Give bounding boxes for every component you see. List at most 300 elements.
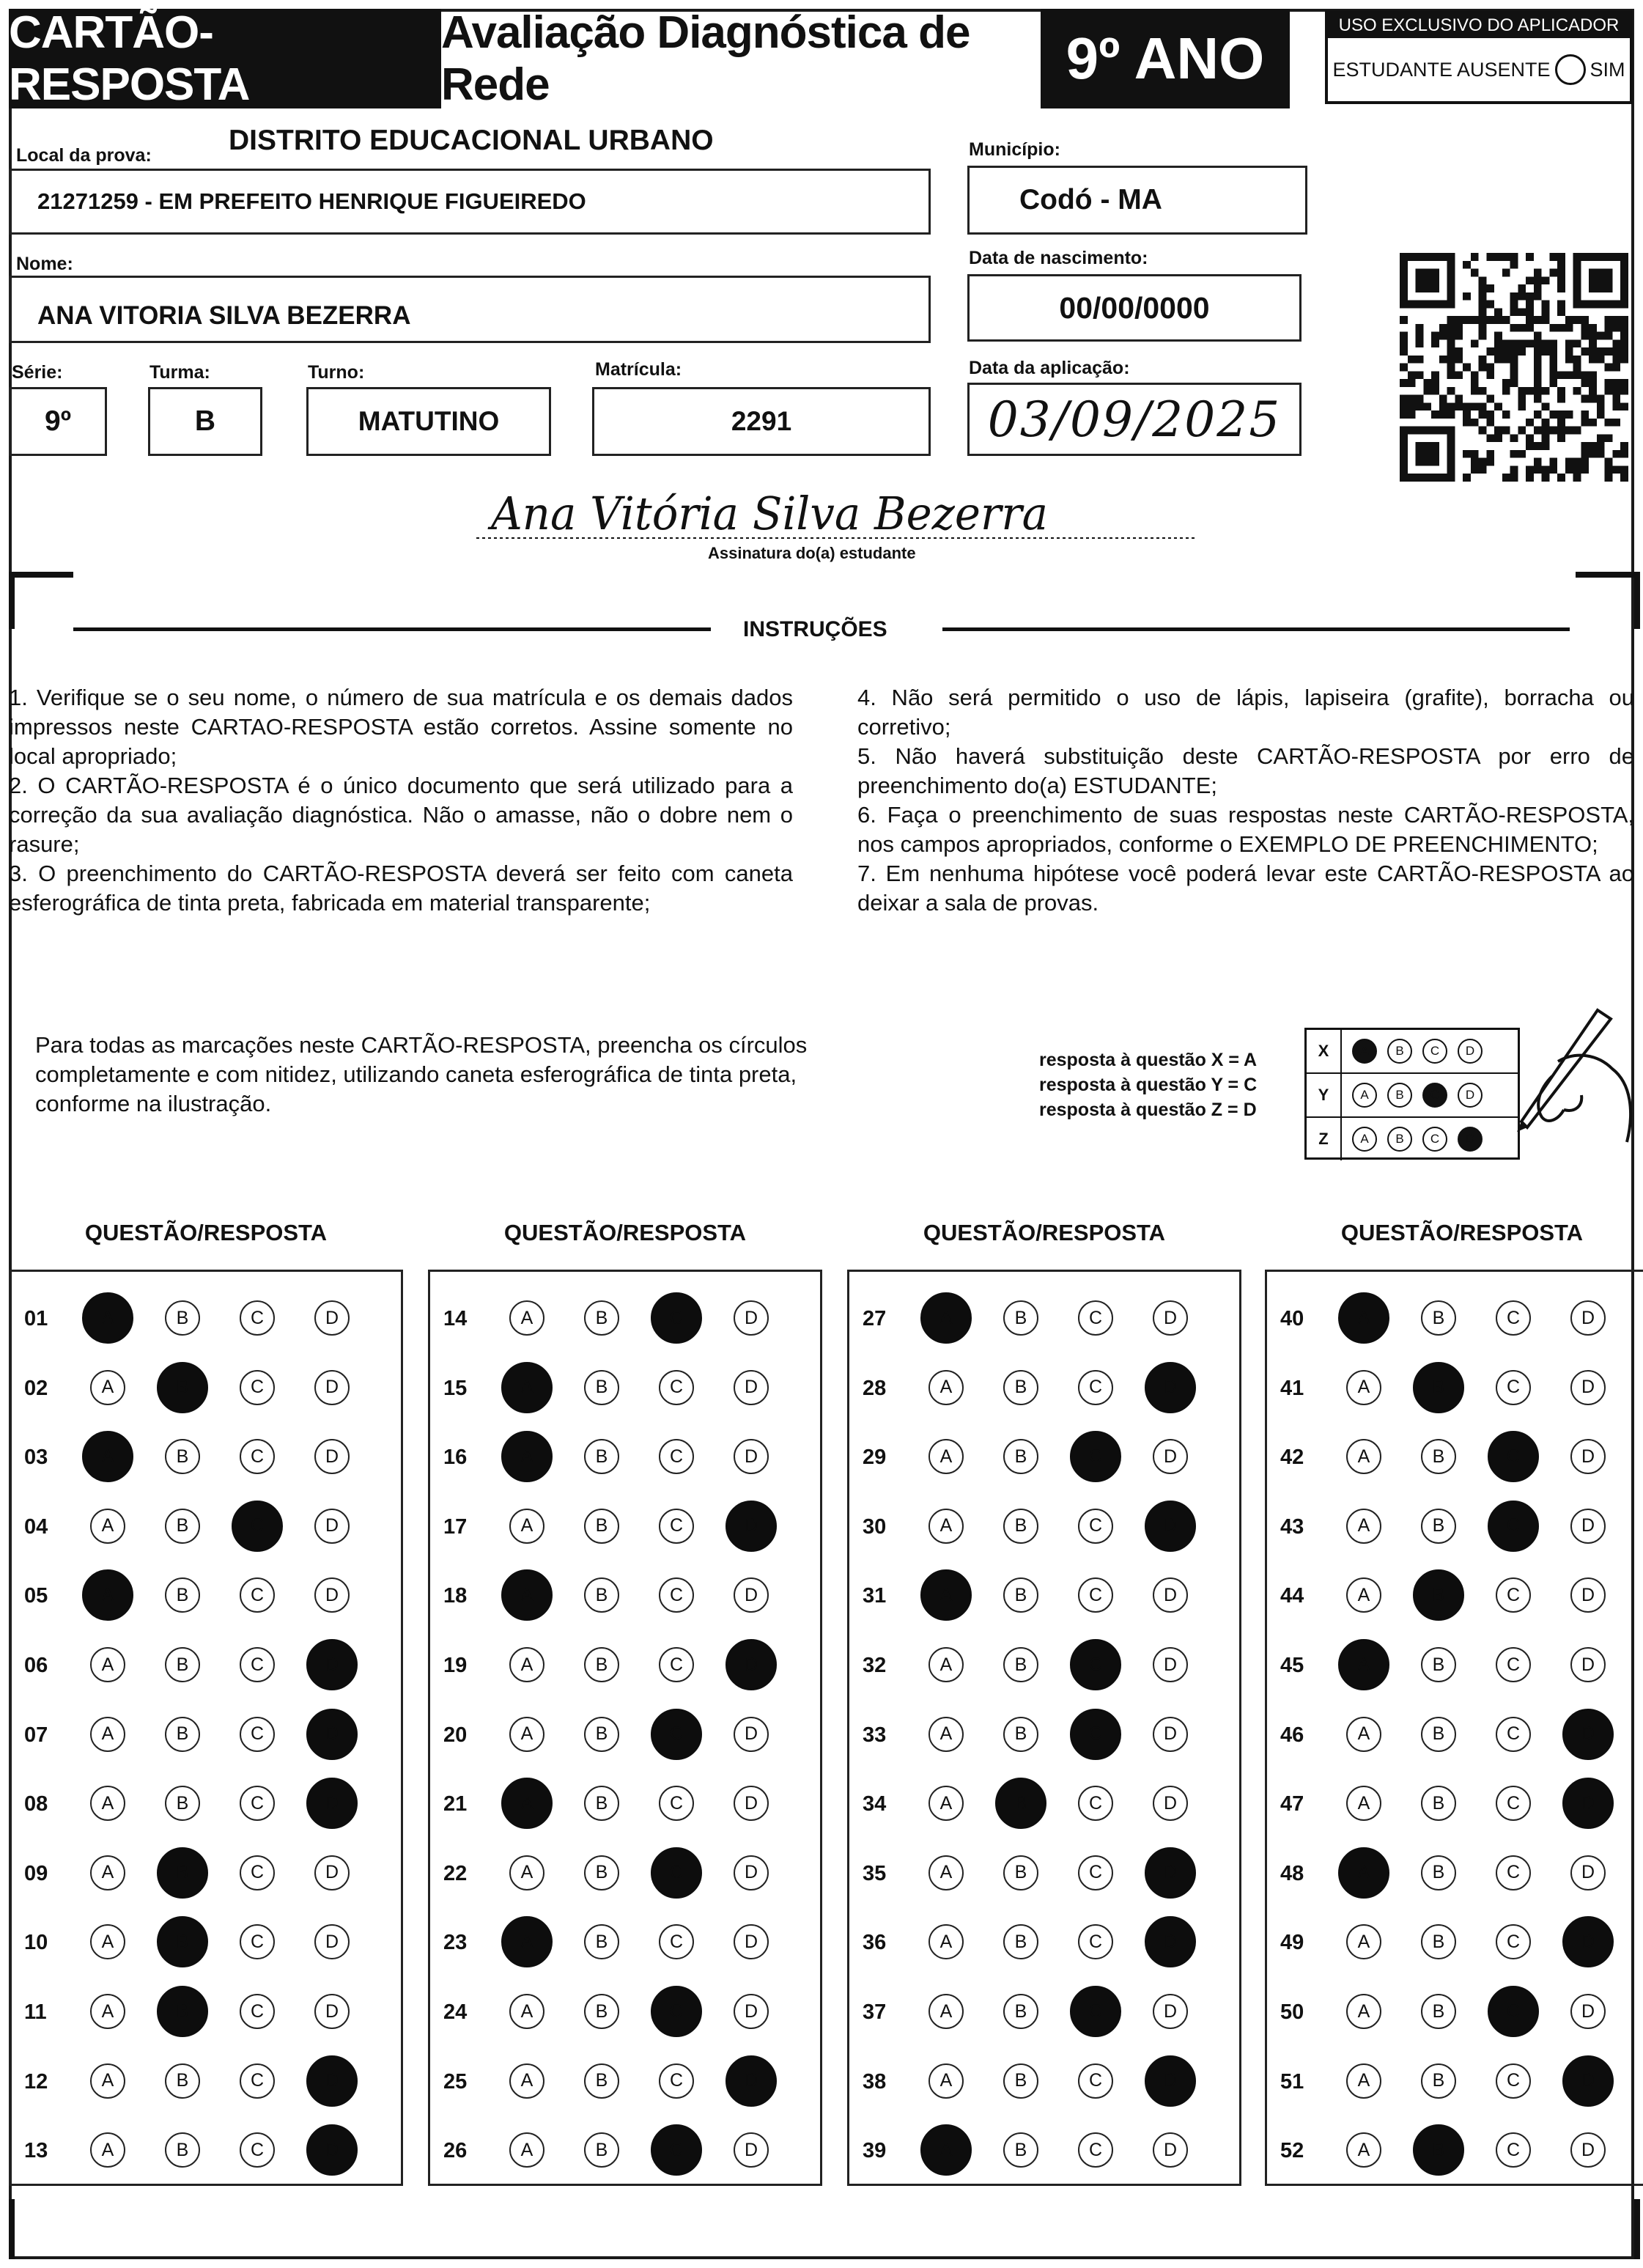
- answer-bubble-b[interactable]: B: [584, 1717, 619, 1752]
- answer-bubble-d[interactable]: D: [306, 1778, 358, 1829]
- answer-bubble-a[interactable]: A: [90, 1647, 125, 1682]
- district-name: DISTRITO EDUCACIONAL URBANO: [229, 125, 714, 156]
- corner-mark: [9, 572, 73, 629]
- example-bubble-a: A: [1352, 1127, 1377, 1152]
- example-label: resposta à questão Y = C: [1039, 1075, 1258, 1095]
- city-field: Codó - MA: [967, 166, 1307, 235]
- answer-bubble-d[interactable]: D: [1562, 2055, 1614, 2107]
- answer-bubble-c[interactable]: C: [232, 1501, 283, 1552]
- answer-bubble-b[interactable]: B: [1003, 1577, 1038, 1613]
- question-row: [1267, 1639, 1643, 1690]
- answer-bubble-b[interactable]: B: [1421, 1647, 1456, 1682]
- question-number: 50: [1280, 2000, 1304, 2024]
- answer-bubble-a[interactable]: A: [509, 1647, 544, 1682]
- answer-bubble-d[interactable]: D: [314, 1300, 350, 1336]
- answer-bubble-c[interactable]: C: [1078, 1924, 1113, 1959]
- question-number: 15: [443, 1376, 468, 1400]
- answer-bubble-b[interactable]: B: [584, 1439, 619, 1474]
- answer-bubble-b[interactable]: B: [1421, 1786, 1456, 1821]
- answer-bubble-b[interactable]: B: [1421, 1994, 1456, 2029]
- example-bubble-c: C: [1422, 1127, 1447, 1152]
- answer-bubble-b[interactable]: B: [584, 2132, 619, 2168]
- answer-bubble-d[interactable]: D: [734, 1994, 769, 2029]
- answer-bubble-c[interactable]: C: [651, 1847, 702, 1899]
- answer-bubble-b[interactable]: B: [995, 1778, 1046, 1829]
- answer-bubble-d[interactable]: D: [1153, 2132, 1188, 2168]
- fill-instruction: Para todas as marcações neste CARTÃO-RESPOSTA, preencha os círculos completamente e com nitidez, utilizando caneta esferográfica de tinta preta, conforme na ilustração.: [35, 1032, 808, 1116]
- answer-bubble-a[interactable]: A: [1346, 1509, 1381, 1544]
- answer-bubble-b[interactable]: B: [165, 1509, 200, 1544]
- example-key: Z: [1307, 1118, 1342, 1160]
- answer-bubble-c[interactable]: C: [240, 1717, 275, 1752]
- answer-bubble-a[interactable]: A: [1346, 1717, 1381, 1752]
- answer-bubble-a[interactable]: A: [1338, 1847, 1389, 1899]
- answer-bubble-c[interactable]: C: [651, 2124, 702, 2176]
- turma-label: Turma:: [149, 362, 210, 383]
- answer-bubble-d[interactable]: D: [1570, 1577, 1606, 1613]
- question-number: 04: [24, 1514, 48, 1539]
- answer-bubble-a[interactable]: A: [928, 1994, 964, 2029]
- question-row: [849, 1986, 1239, 2037]
- question-row: [430, 1569, 820, 1621]
- example-bubble-d: D: [1458, 1083, 1483, 1108]
- answer-bubble-a[interactable]: A: [509, 1509, 544, 1544]
- question-number: 09: [24, 1861, 48, 1885]
- answer-bubble-c[interactable]: C: [1496, 1786, 1531, 1821]
- question-number: 23: [443, 1931, 468, 1955]
- instruction-item: 7. Em nenhuma hipótese você poderá levar este CARTÃO-RESPOSTA ao deixar a sala de provas.: [857, 861, 1634, 916]
- answer-bubble-c[interactable]: C: [1070, 1709, 1121, 1760]
- answer-bubble-c[interactable]: C: [240, 1855, 275, 1890]
- answer-bubble-d[interactable]: D: [306, 2124, 358, 2176]
- example-bubble-c: C: [1422, 1083, 1447, 1108]
- question-number: 37: [863, 2000, 887, 2024]
- answer-bubble-b[interactable]: B: [165, 1786, 200, 1821]
- answer-bubble-a[interactable]: A: [928, 2063, 964, 2099]
- answer-bubble-d[interactable]: D: [314, 1994, 350, 2029]
- answer-bubble-c[interactable]: C: [651, 1709, 702, 1760]
- answer-bubble-c[interactable]: C: [240, 1786, 275, 1821]
- answer-column: [847, 1270, 1241, 2186]
- answer-bubble-d[interactable]: D: [314, 1370, 350, 1405]
- answer-bubble-d[interactable]: D: [734, 1786, 769, 1821]
- answer-bubble-c[interactable]: C: [651, 1986, 702, 2037]
- answer-bubble-b[interactable]: B: [584, 1855, 619, 1890]
- answer-bubble-d[interactable]: D: [1570, 2132, 1606, 2168]
- question-row: [849, 1639, 1239, 1690]
- answer-bubble-c[interactable]: C: [240, 1300, 275, 1336]
- answer-bubble-c[interactable]: C: [1078, 1577, 1113, 1613]
- question-row: [430, 1431, 820, 1482]
- question-number: 31: [863, 1584, 887, 1608]
- example-row: [1307, 1118, 1518, 1160]
- answer-bubble-c[interactable]: C: [240, 2132, 275, 2168]
- answer-bubble-a[interactable]: A: [501, 1916, 553, 1967]
- answer-bubble-d[interactable]: D: [1145, 1916, 1196, 1967]
- example-bubble-a: A: [1352, 1039, 1377, 1064]
- answer-bubble-d[interactable]: D: [1570, 1855, 1606, 1890]
- answer-bubble-a[interactable]: A: [928, 1439, 964, 1474]
- answer-bubble-a[interactable]: A: [82, 1431, 133, 1482]
- turno-label: Turno:: [308, 362, 365, 383]
- question-row: [430, 1292, 820, 1344]
- answer-bubble-b[interactable]: B: [1421, 1509, 1456, 1544]
- answer-bubble-a[interactable]: A: [1346, 2132, 1381, 2168]
- answer-bubble-d[interactable]: D: [1570, 1647, 1606, 1682]
- answer-bubble-c[interactable]: C: [240, 1994, 275, 2029]
- corner-mark: [1576, 2199, 1640, 2259]
- answer-bubble-c[interactable]: C: [1488, 1431, 1539, 1482]
- answer-bubble-a[interactable]: A: [928, 1647, 964, 1682]
- answer-bubble-d[interactable]: D: [725, 1639, 777, 1690]
- column-header: QUESTÃO/RESPOSTA: [923, 1220, 1166, 1245]
- answer-bubble-b[interactable]: B: [1003, 1924, 1038, 1959]
- answer-bubble-b[interactable]: B: [584, 2063, 619, 2099]
- answer-bubble-d[interactable]: D: [1145, 1362, 1196, 1413]
- answer-bubble-a[interactable]: A: [1346, 1439, 1381, 1474]
- school-field: 21271259 - EM PREFEITO HENRIQUE FIGUEIREDO: [9, 169, 931, 235]
- question-number: 44: [1280, 1584, 1304, 1608]
- local-label: Local da prova:: [16, 145, 152, 166]
- answer-bubble-d[interactable]: D: [314, 1924, 350, 1959]
- answer-bubble-d[interactable]: D: [1570, 1300, 1606, 1336]
- question-row: [430, 2124, 820, 2176]
- dob-field: 00/00/0000: [967, 274, 1302, 342]
- answer-bubble-a[interactable]: A: [1338, 1292, 1389, 1344]
- question-row: [430, 1847, 820, 1899]
- answer-bubble-d[interactable]: D: [1562, 1916, 1614, 1967]
- question-number: 27: [863, 1307, 887, 1330]
- answer-bubble-b[interactable]: B: [584, 1577, 619, 1613]
- question-row: [849, 1501, 1239, 1552]
- question-number: 13: [24, 2139, 48, 2163]
- answer-bubble-c[interactable]: C: [240, 1370, 275, 1405]
- answer-bubble-b[interactable]: B: [157, 1847, 208, 1899]
- question-number: 42: [1280, 1446, 1304, 1470]
- answer-bubble-a[interactable]: A: [920, 1292, 972, 1344]
- answer-bubble-d[interactable]: D: [314, 1855, 350, 1890]
- answer-bubble-b[interactable]: B: [1003, 1994, 1038, 2029]
- answer-bubble-b[interactable]: B: [1003, 1647, 1038, 1682]
- question-row: [849, 2055, 1239, 2107]
- answer-bubble-a[interactable]: A: [90, 1994, 125, 2029]
- question-row: [849, 1916, 1239, 1967]
- example-row: [1307, 1030, 1518, 1074]
- question-number: 38: [863, 2069, 887, 2094]
- answer-bubble-c[interactable]: C: [1488, 1986, 1539, 2037]
- answer-bubble-d[interactable]: D: [734, 1855, 769, 1890]
- answer-bubble-d[interactable]: D: [1153, 1994, 1188, 2029]
- question-number: 11: [24, 2000, 47, 2024]
- answer-bubble-a[interactable]: A: [928, 1855, 964, 1890]
- question-row: [1267, 1847, 1643, 1899]
- answer-bubble-c[interactable]: C: [1070, 1639, 1121, 1690]
- answer-bubble-c[interactable]: C: [651, 1292, 702, 1344]
- answer-bubble-c[interactable]: C: [240, 1577, 275, 1613]
- question-number: 34: [863, 1792, 887, 1816]
- question-row: [1267, 1362, 1643, 1413]
- answer-bubble-a[interactable]: A: [1346, 1924, 1381, 1959]
- question-number: 05: [24, 1584, 48, 1608]
- answer-bubble-c[interactable]: C: [659, 1370, 694, 1405]
- answer-bubble-c[interactable]: C: [1496, 2063, 1531, 2099]
- answer-bubble-a[interactable]: A: [509, 1994, 544, 2029]
- answer-bubble-a[interactable]: A: [90, 1717, 125, 1752]
- serie-field: 9º: [9, 387, 107, 456]
- answer-bubble-d[interactable]: D: [1145, 1501, 1196, 1552]
- column-header: QUESTÃO/RESPOSTA: [84, 1220, 328, 1245]
- answer-bubble-d[interactable]: D: [306, 2055, 358, 2107]
- answer-bubble-c[interactable]: C: [1496, 1300, 1531, 1336]
- answer-bubble-b[interactable]: B: [1421, 1717, 1456, 1752]
- answer-bubble-c[interactable]: C: [1070, 1431, 1121, 1482]
- answer-bubble-b[interactable]: B: [165, 2132, 200, 2168]
- question-number: 51: [1280, 2069, 1304, 2094]
- answer-bubble-c[interactable]: C: [240, 2063, 275, 2099]
- answer-bubble-d[interactable]: D: [734, 1370, 769, 1405]
- question-number: 01: [24, 1307, 48, 1330]
- question-number: 17: [443, 1514, 468, 1539]
- answer-bubble-b[interactable]: B: [1421, 1439, 1456, 1474]
- answer-bubble-a[interactable]: A: [90, 1924, 125, 1959]
- answer-bubble-c[interactable]: C: [1496, 1577, 1531, 1613]
- answer-bubble-b[interactable]: B: [584, 1647, 619, 1682]
- answer-bubble-d[interactable]: D: [306, 1639, 358, 1690]
- answer-bubble-c[interactable]: C: [659, 2063, 694, 2099]
- answer-bubble-c[interactable]: C: [1078, 1370, 1113, 1405]
- answer-bubble-a[interactable]: A: [1346, 1994, 1381, 2029]
- question-row: [1267, 2124, 1643, 2176]
- question-row: [849, 1778, 1239, 1829]
- answer-bubble-d[interactable]: D: [734, 1300, 769, 1336]
- answer-bubble-a[interactable]: A: [82, 1569, 133, 1621]
- answer-bubble-a[interactable]: A: [501, 1569, 553, 1621]
- question-number: 07: [24, 1723, 48, 1747]
- answer-bubble-b[interactable]: B: [1413, 1569, 1464, 1621]
- answer-bubble-a[interactable]: A: [1346, 1577, 1381, 1613]
- answer-bubble-b[interactable]: B: [165, 1717, 200, 1752]
- answer-bubble-a[interactable]: A: [509, 2132, 544, 2168]
- answer-bubble-b[interactable]: B: [1003, 1717, 1038, 1752]
- answer-bubble-a[interactable]: A: [82, 1292, 133, 1344]
- instruction-item: 2. O CARTÃO-RESPOSTA é o único documento que será utilizado para a correção da sua avaliação diagnóstica. Não o amasse, não o dobre nem o rasure;: [9, 773, 793, 857]
- question-row: [1267, 1778, 1643, 1829]
- answer-bubble-b[interactable]: B: [1421, 2063, 1456, 2099]
- question-number: 52: [1280, 2139, 1304, 2163]
- question-row: [849, 1569, 1239, 1621]
- question-number: 47: [1280, 1792, 1304, 1816]
- answer-bubble-b[interactable]: B: [1003, 1509, 1038, 1544]
- answer-bubble-a[interactable]: A: [1346, 2063, 1381, 2099]
- question-row: [849, 1292, 1239, 1344]
- answer-bubble-b[interactable]: B: [1421, 1300, 1456, 1336]
- answer-bubble-d[interactable]: D: [734, 1577, 769, 1613]
- answer-bubble-a[interactable]: A: [90, 1370, 125, 1405]
- answer-bubble-b[interactable]: B: [584, 1924, 619, 1959]
- question-row: [11, 1709, 401, 1760]
- answer-bubble-d[interactable]: D: [734, 1439, 769, 1474]
- answer-bubble-d[interactable]: D: [1153, 1717, 1188, 1752]
- answer-bubble-d[interactable]: D: [1562, 1709, 1614, 1760]
- answer-bubble-c[interactable]: C: [659, 1439, 694, 1474]
- instruction-item: 5. Não haverá substituição deste CARTÃO-RESPOSTA por erro de preenchimento do(a) ESTUDANTE;: [857, 743, 1634, 798]
- example-bubble-b: B: [1387, 1039, 1412, 1064]
- answer-bubble-d[interactable]: D: [734, 1717, 769, 1752]
- answer-bubble-a[interactable]: A: [501, 1362, 553, 1413]
- answer-bubble-c[interactable]: C: [1078, 1300, 1113, 1336]
- answer-bubble-a[interactable]: A: [501, 1778, 553, 1829]
- answer-bubble-a[interactable]: A: [928, 1509, 964, 1544]
- answer-bubble-c[interactable]: C: [240, 1439, 275, 1474]
- answer-bubble-b[interactable]: B: [584, 1370, 619, 1405]
- question-number: 48: [1280, 1861, 1304, 1885]
- answer-bubble-d[interactable]: D: [1570, 1439, 1606, 1474]
- answer-bubble-a[interactable]: A: [928, 1370, 964, 1405]
- question-row: [849, 1709, 1239, 1760]
- answer-bubble-b[interactable]: B: [1413, 2124, 1464, 2176]
- answer-bubble-d[interactable]: D: [314, 1577, 350, 1613]
- answer-bubble-a[interactable]: A: [509, 2063, 544, 2099]
- question-row: [11, 1501, 401, 1552]
- answer-bubble-a[interactable]: A: [1346, 1786, 1381, 1821]
- answer-bubble-b[interactable]: B: [1413, 1362, 1464, 1413]
- signature-text: Ana Vitória Silva Bezerra: [487, 487, 1048, 540]
- answer-bubble-a[interactable]: A: [928, 1924, 964, 1959]
- answer-bubble-a[interactable]: A: [509, 1717, 544, 1752]
- answer-bubble-a[interactable]: A: [928, 1717, 964, 1752]
- answer-bubble-d[interactable]: D: [1153, 1786, 1188, 1821]
- answer-bubble-a[interactable]: A: [90, 2063, 125, 2099]
- example-key: X: [1307, 1030, 1342, 1072]
- answer-bubble-d[interactable]: D: [1570, 1370, 1606, 1405]
- answer-bubble-b[interactable]: B: [165, 1439, 200, 1474]
- answer-bubble-c[interactable]: C: [1078, 2132, 1113, 2168]
- applicator-caption: USO EXCLUSIVO DO APLICADOR: [1328, 13, 1630, 38]
- answer-bubble-c[interactable]: C: [1496, 2132, 1531, 2168]
- answer-bubble-a[interactable]: A: [90, 1786, 125, 1821]
- answer-bubble-c[interactable]: C: [1496, 1370, 1531, 1405]
- answer-bubble-b[interactable]: B: [165, 1647, 200, 1682]
- answer-bubble-d[interactable]: D: [734, 1924, 769, 1959]
- answer-bubble-b[interactable]: B: [1421, 1855, 1456, 1890]
- example-bubble-a: A: [1352, 1083, 1377, 1108]
- answer-bubble-a[interactable]: A: [90, 1509, 125, 1544]
- answer-bubble-b[interactable]: B: [1003, 1855, 1038, 1890]
- answer-bubble-d[interactable]: D: [314, 1509, 350, 1544]
- question-number: 16: [443, 1446, 468, 1470]
- answer-bubble-c[interactable]: C: [659, 1509, 694, 1544]
- question-row: [11, 1847, 401, 1899]
- answer-bubble-d[interactable]: D: [1570, 1994, 1606, 2029]
- serie-label: Série:: [12, 362, 63, 383]
- pen-hand-icon: [1488, 1003, 1642, 1149]
- answer-bubble-a[interactable]: A: [509, 1300, 544, 1336]
- answer-bubble-d[interactable]: D: [306, 1709, 358, 1760]
- answer-bubble-b[interactable]: B: [157, 1986, 208, 2037]
- answer-bubble-b[interactable]: B: [584, 1786, 619, 1821]
- divider: [73, 627, 711, 631]
- answer-bubble-c[interactable]: C: [240, 1647, 275, 1682]
- question-row: [1267, 1916, 1643, 1967]
- answer-bubble-b[interactable]: B: [1421, 1924, 1456, 1959]
- answer-bubble-b[interactable]: B: [1003, 1300, 1038, 1336]
- answer-bubble-c[interactable]: C: [1496, 1717, 1531, 1752]
- answer-column: [9, 1270, 403, 2186]
- answer-bubble-c[interactable]: C: [240, 1924, 275, 1959]
- answer-bubble-b[interactable]: B: [165, 1577, 200, 1613]
- question-number: 03: [24, 1446, 48, 1470]
- answer-bubble-a[interactable]: A: [90, 2132, 125, 2168]
- answer-bubble-c[interactable]: C: [1078, 1855, 1113, 1890]
- answer-bubble-d[interactable]: D: [1570, 1509, 1606, 1544]
- answer-bubble-c[interactable]: C: [1070, 1986, 1121, 2037]
- answer-bubble-d[interactable]: D: [1153, 1577, 1188, 1613]
- answer-bubble-b[interactable]: B: [1003, 1439, 1038, 1474]
- answer-bubble-c[interactable]: C: [1078, 1786, 1113, 1821]
- answer-bubble-d[interactable]: D: [1562, 1778, 1614, 1829]
- answer-bubble-a[interactable]: A: [90, 1855, 125, 1890]
- answer-bubble-d[interactable]: D: [1153, 1439, 1188, 1474]
- answer-bubble-d[interactable]: D: [314, 1439, 350, 1474]
- answer-bubble-c[interactable]: C: [1078, 2063, 1113, 2099]
- absent-checkbox[interactable]: [1555, 54, 1586, 85]
- answer-bubble-c[interactable]: C: [659, 1786, 694, 1821]
- answer-bubble-c[interactable]: C: [1078, 1509, 1113, 1544]
- answer-bubble-a[interactable]: A: [920, 2124, 972, 2176]
- question-row: [849, 1362, 1239, 1413]
- answer-bubble-b[interactable]: B: [584, 1509, 619, 1544]
- qr-code-icon: [1400, 253, 1628, 482]
- answer-column: [1265, 1270, 1643, 2186]
- question-row: [11, 2055, 401, 2107]
- answer-bubble-c[interactable]: C: [1496, 1647, 1531, 1682]
- answer-bubble-a[interactable]: A: [509, 1855, 544, 1890]
- answer-bubble-a[interactable]: A: [920, 1569, 972, 1621]
- answer-bubble-b[interactable]: B: [584, 1300, 619, 1336]
- answer-bubble-c[interactable]: C: [1488, 1501, 1539, 1552]
- answer-bubble-a[interactable]: A: [1346, 1370, 1381, 1405]
- question-row: [11, 1569, 401, 1621]
- answer-bubble-a[interactable]: A: [1338, 1639, 1389, 1690]
- answer-bubble-d[interactable]: D: [1153, 1300, 1188, 1336]
- answer-bubble-d[interactable]: D: [1153, 1647, 1188, 1682]
- answer-bubble-b[interactable]: B: [157, 1362, 208, 1413]
- example-row: [1307, 1074, 1518, 1118]
- answer-bubble-d[interactable]: D: [1145, 2055, 1196, 2107]
- answer-bubble-c[interactable]: C: [659, 1647, 694, 1682]
- answer-bubble-c[interactable]: C: [1496, 1924, 1531, 1959]
- answer-bubble-d[interactable]: D: [725, 2055, 777, 2107]
- turma-field: B: [148, 387, 262, 456]
- answer-bubble-b[interactable]: B: [1003, 1370, 1038, 1405]
- answer-bubble-c[interactable]: C: [659, 1577, 694, 1613]
- answer-bubble-b[interactable]: B: [1003, 2063, 1038, 2099]
- answer-bubble-a[interactable]: A: [501, 1431, 553, 1482]
- answer-bubble-b[interactable]: B: [157, 1916, 208, 1967]
- answer-bubble-c[interactable]: C: [659, 1924, 694, 1959]
- answer-bubble-b[interactable]: B: [1003, 2132, 1038, 2168]
- answer-bubble-b[interactable]: B: [165, 1300, 200, 1336]
- answer-bubble-d[interactable]: D: [734, 2132, 769, 2168]
- question-row: [1267, 1501, 1643, 1552]
- answer-bubble-d[interactable]: D: [1145, 1847, 1196, 1899]
- city-label: Município:: [969, 139, 1060, 160]
- answer-bubble-b[interactable]: B: [584, 1994, 619, 2029]
- answer-bubble-b[interactable]: B: [165, 2063, 200, 2099]
- answer-bubble-d[interactable]: D: [725, 1501, 777, 1552]
- answer-bubble-a[interactable]: A: [928, 1786, 964, 1821]
- answer-bubble-c[interactable]: C: [1496, 1855, 1531, 1890]
